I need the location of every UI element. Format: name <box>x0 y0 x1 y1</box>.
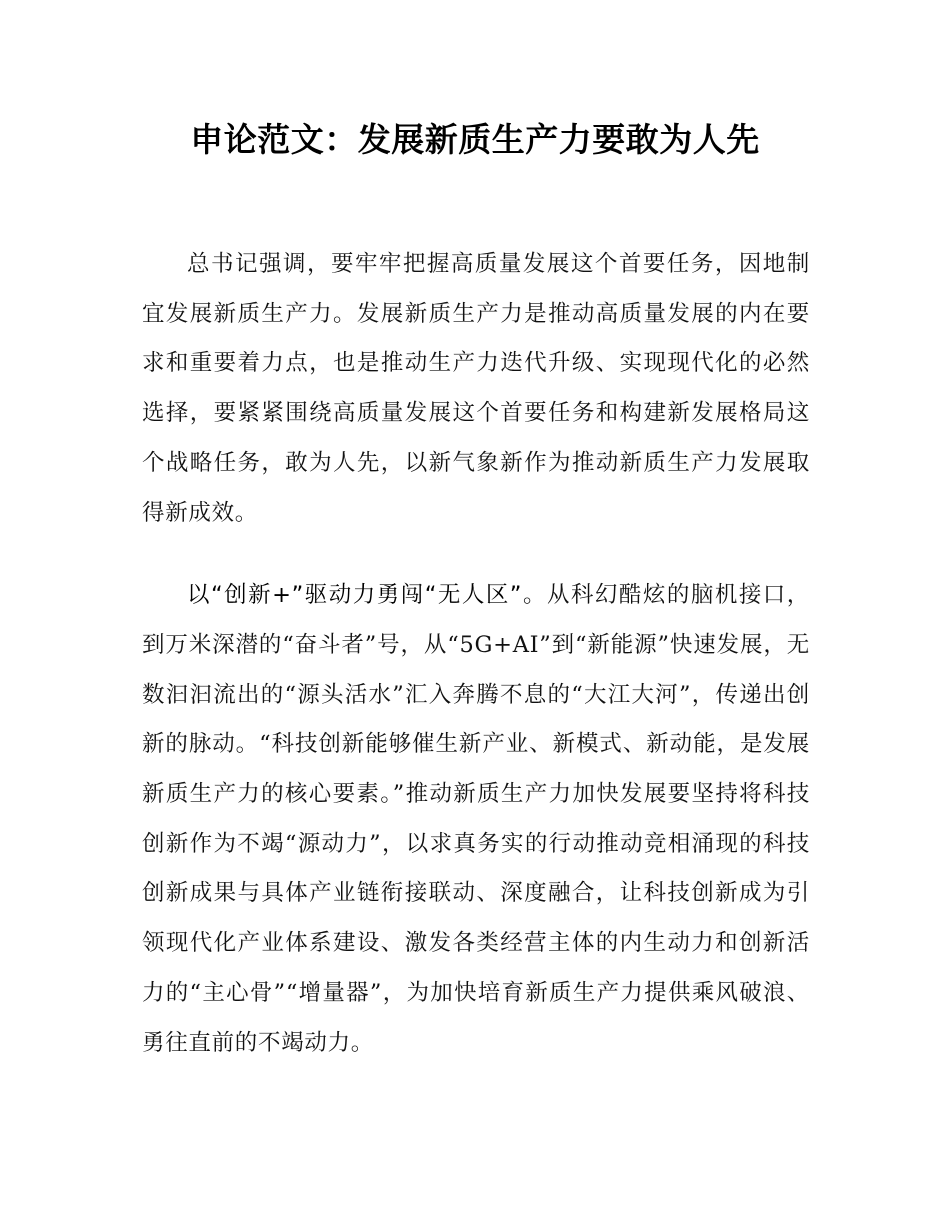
paragraph-innovation <box>142 571 810 1068</box>
document-title: 申论范文：发展新质生产力要敢为人先 <box>190 120 760 159</box>
paragraph-intro-text: 总书记强调，要牢牢把握高质量发展这个首要任务，因地制宜发展新质生产力。发展新质生产力是推动高质量发展的内在要求和重要着力点，也是推动生产力迭代升级、实现现代化的必然选择，要紧紧围绕高质量发展这个首要任务和构建新发展格局这个战略任务，敢为人先，以新气象新作为推动新质生产力发展取得新成效。 <box>142 251 810 526</box>
paragraph-intro <box>142 240 810 538</box>
paragraph-innovation-heading: 以“创新+”驱动力勇闯“无人区” <box>187 582 523 609</box>
paragraph-innovation-text: 。从科幻酷炫的脑机接口，到万米深潜的“奋斗者”号，从“5G+AI”到“新能源”快速发展，无数汩汩流出的“源头活水”汇入奔腾不息的“大江大河”，传递出创新的脉动。“科技创新能够催生新产业、新模式、新动能，是发展新质生产力的核心要素。”推动新质生产力加快发展要坚持将科技创新作为不竭“源动力”，以求真务实的行动推动竞相涌现的科技创新成果与具体产业链衔接联动、深度融合，让科技创新成为引领现代化产业体系建设、激发各类经营主体的内生动力和创新活力的“主心骨”“增量器”，为加快培育新质生产力提供乘风破浪、勇往直前的不竭动力。 <box>142 582 810 1056</box>
document-body <box>142 240 810 1101</box>
